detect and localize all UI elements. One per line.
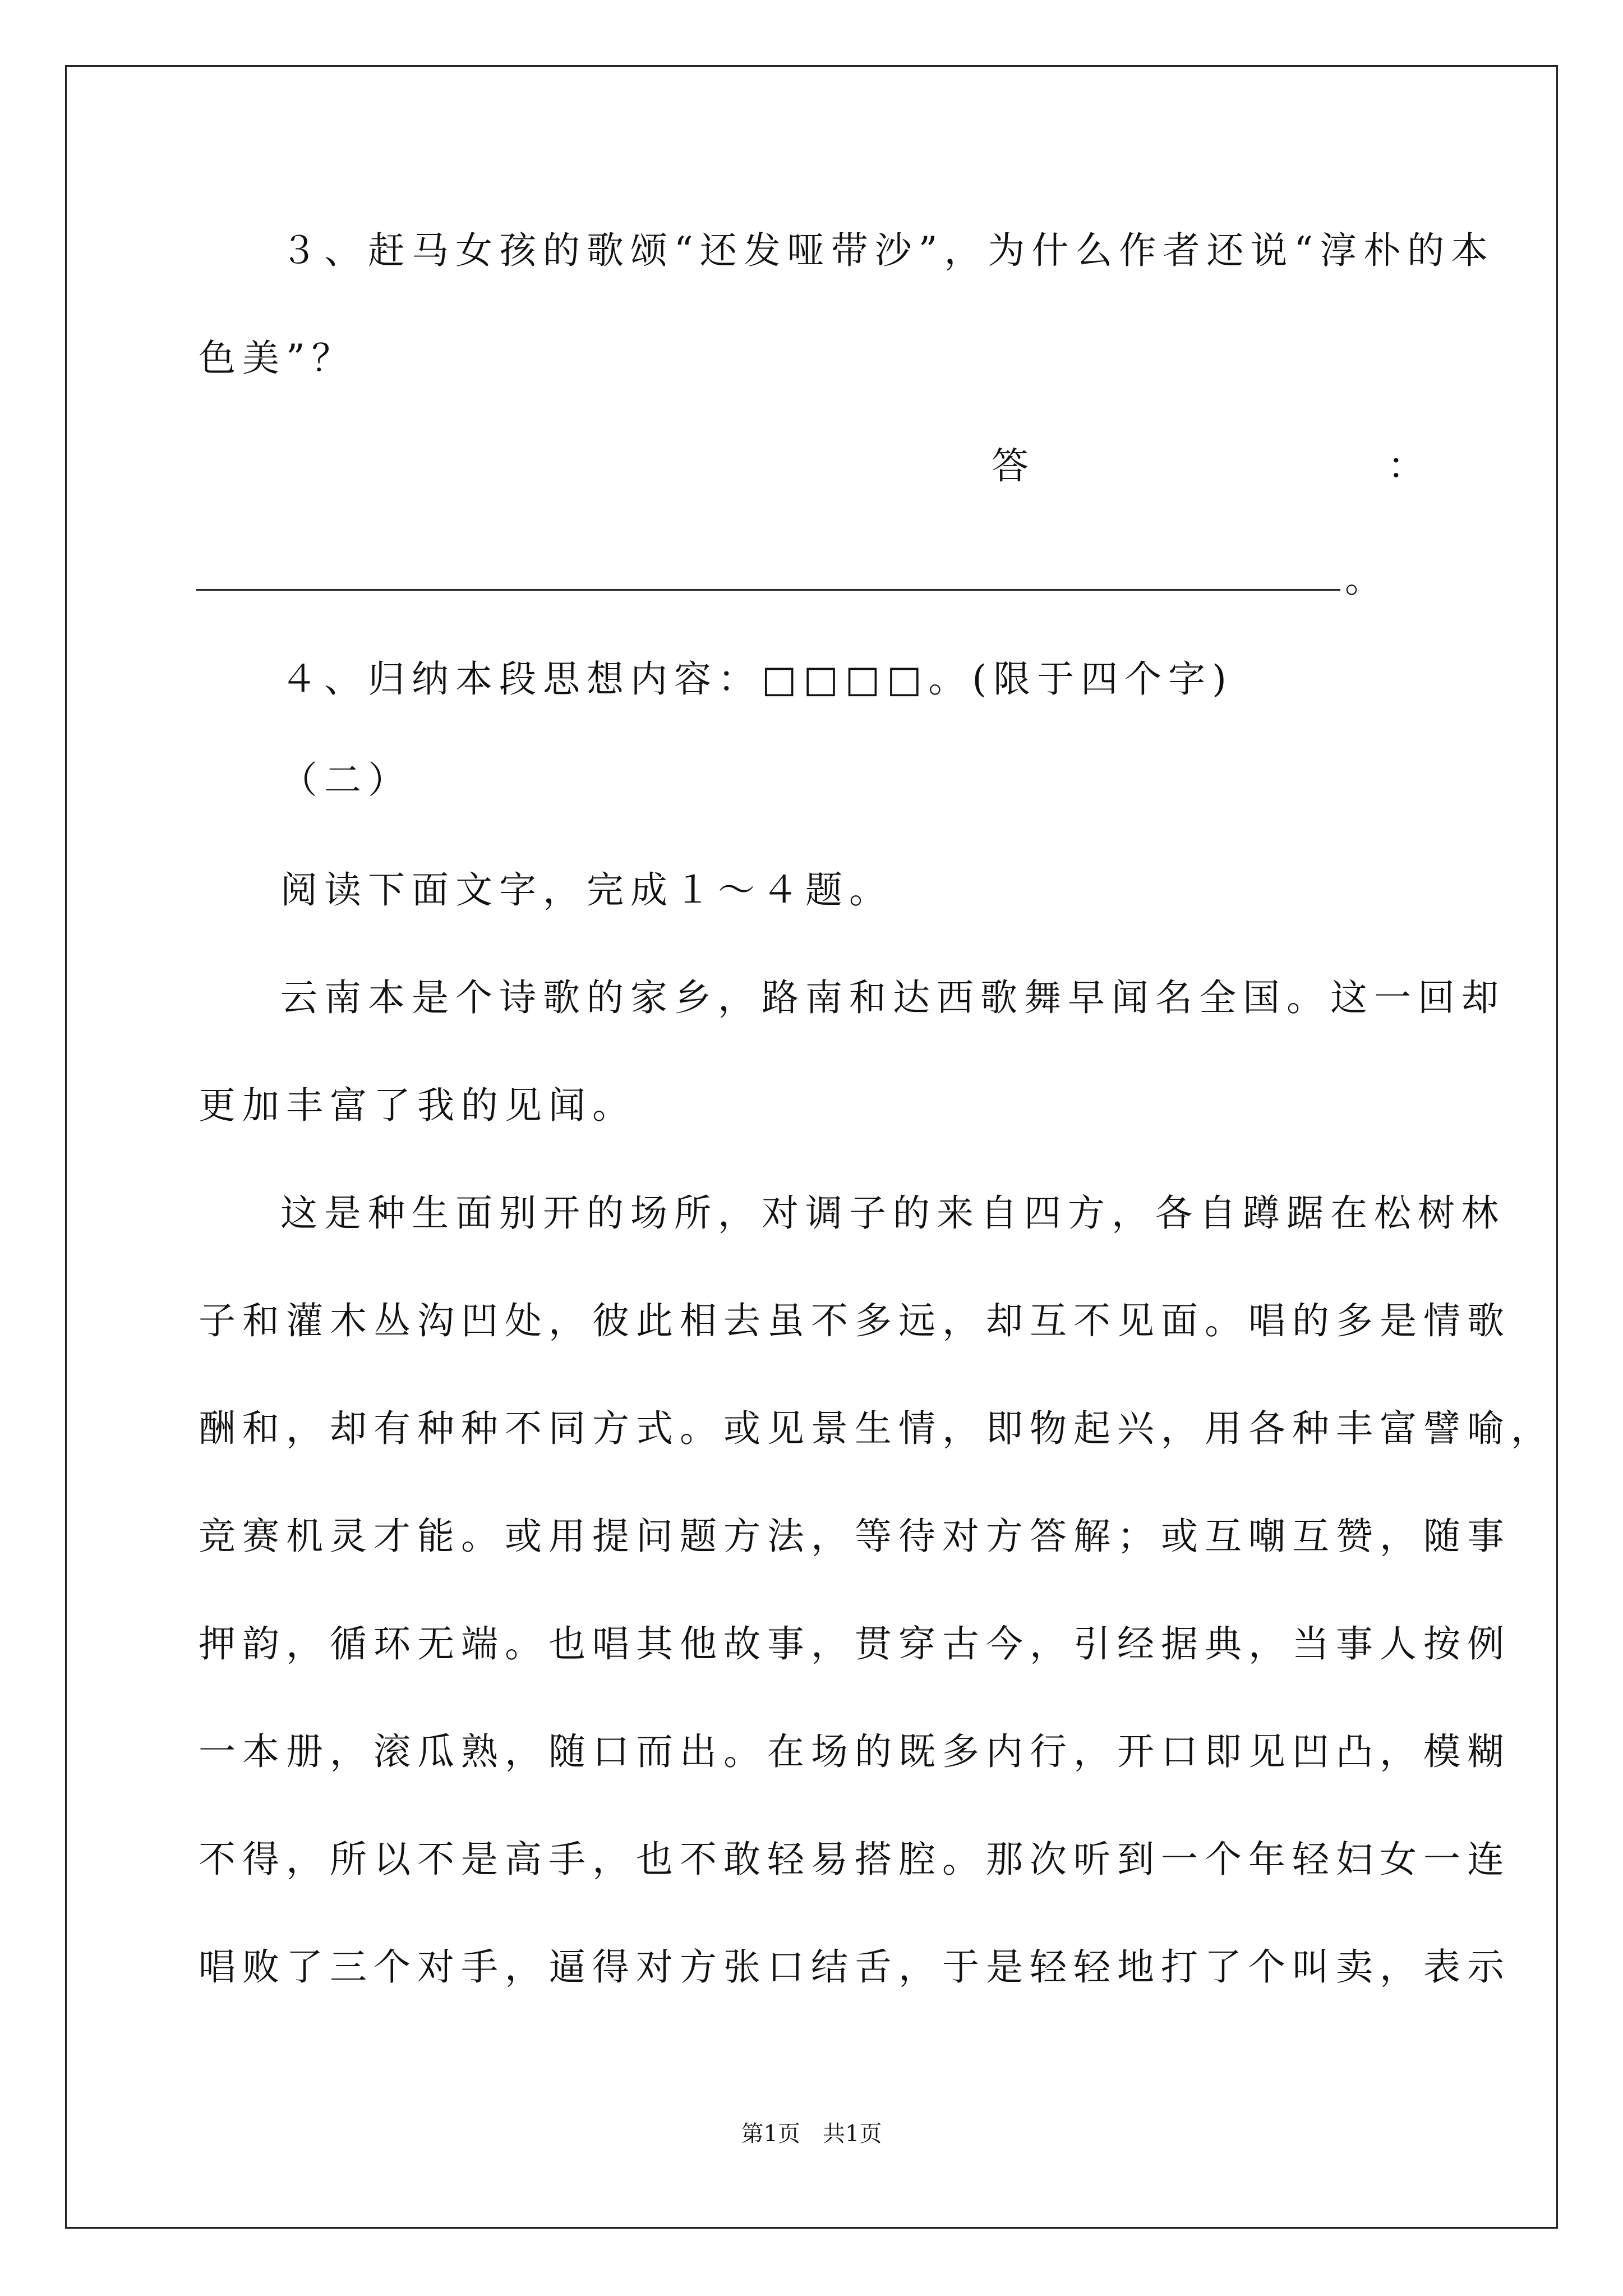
question4-text: ４、归纳本段思想内容：□□□□。(限于四个字) bbox=[280, 657, 1233, 701]
passage-para2-line: 竞赛机灵才能。或用提问题方法，等待对方答解；或互嘲互赞，随事 bbox=[199, 1515, 1511, 1558]
passage-para1-line1: 云南本是个诗歌的家乡，路南和达西歌舞早闻名全国。这一回却 bbox=[280, 976, 1505, 1019]
passage-para2-line: 不得，所以不是高手，也不敢轻易搭腔。那次听到一个年轻妇女一连 bbox=[199, 1838, 1511, 1881]
question3-line2: 色美”？ bbox=[199, 337, 356, 380]
section-two-heading: （二） bbox=[280, 758, 412, 802]
passage-para2-line: 酬和，却有种种不同方式。或见景生情，即物起兴，用各种丰富譬喻， bbox=[199, 1407, 1555, 1450]
passage-para2-line: 押韵，循环无端。也唱其他故事，贯穿古今，引经据典，当事人按例 bbox=[199, 1622, 1511, 1665]
answer-end-period: 。 bbox=[1345, 558, 1382, 601]
page-border bbox=[65, 65, 1558, 2229]
passage-para1-line2: 更加丰富了我的见闻。 bbox=[199, 1084, 636, 1127]
passage-para2-line: 这是种生面别开的场所，对调子的来自四方，各自蹲踞在松树林 bbox=[280, 1191, 1505, 1235]
page-footer: 第1页 共1页 bbox=[741, 2121, 882, 2147]
passage-para2-line: 子和灌木丛沟凹处，彼此相去虽不多远，却互不见面。唱的多是情歌 bbox=[199, 1299, 1511, 1342]
passage-para2-line: 一本册，滚瓜熟，随口而出。在场的既多内行，开口即见凹凸，模糊 bbox=[199, 1730, 1511, 1773]
passage-para2-line: 唱败了三个对手，逼得对方张口结舌，于是轻轻地打了个叫卖，表示 bbox=[199, 1945, 1511, 1989]
answer-label: 答 bbox=[992, 444, 1029, 487]
question3-line1: ３、赶马女孩的歌颂“还发哑带沙”，为什么作者还说“淳朴的本 bbox=[280, 229, 1495, 272]
answer-colon: ： bbox=[1387, 444, 1424, 487]
section-two-instruction: 阅读下面文字，完成１～４题。 bbox=[280, 868, 893, 912]
answer-blank-line[interactable] bbox=[196, 589, 1340, 591]
